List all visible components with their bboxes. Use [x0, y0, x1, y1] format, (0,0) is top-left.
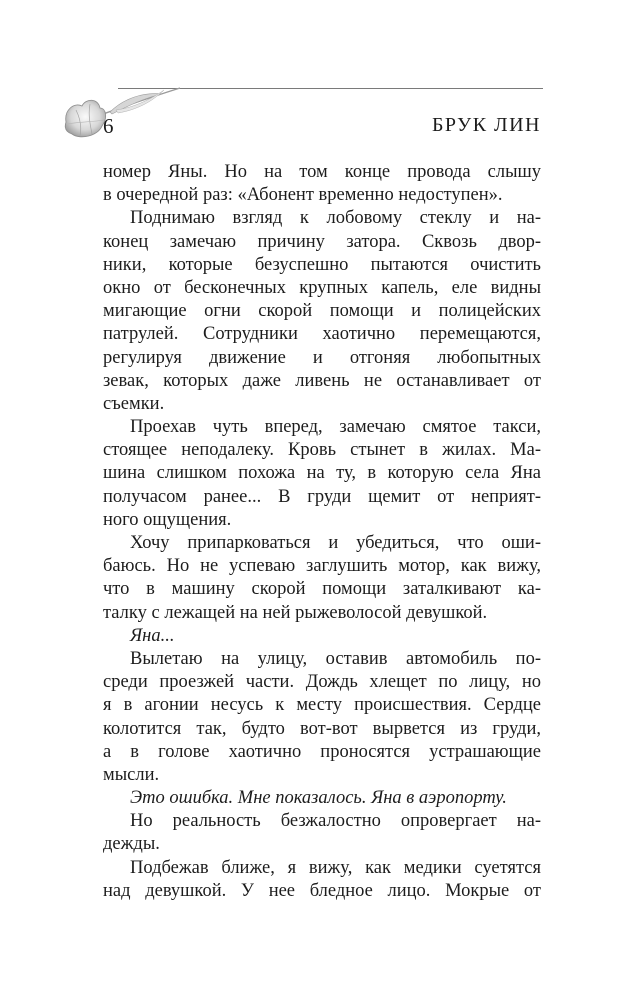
text-line: а в голове хаотично проносятся устрашающие [103, 741, 541, 762]
text-line: патрулей. Сотрудники хаотично перемещаются, [103, 324, 541, 345]
body-text [103, 161, 541, 903]
page-number: 6 [103, 114, 114, 138]
text-line: дежды. [103, 834, 160, 855]
text-line: получасом ранее... В груди щемит от неприят- [103, 486, 541, 507]
text-line: стоящее неподалеку. Кровь стынет в жилах. Ма- [103, 440, 541, 461]
text-line: окно от бесконечных крупных капель, еле видны [103, 277, 541, 298]
text-line: в очередной раз: «Абонент временно недоступен». [103, 185, 503, 206]
text-line: баюсь. Но не успеваю заглушить мотор, как вижу, [103, 556, 541, 577]
running-head-author: БРУК ЛИН [431, 114, 541, 136]
text-line: Проехав чуть вперед, замечаю смятое такси, [130, 417, 541, 438]
text-line: Подбежав ближе, я вижу, как медики суетятся [130, 857, 541, 878]
text-line: Яна... [130, 625, 175, 646]
text-line: мигающие огни скорой помощи и полицейских [103, 301, 541, 322]
text-line: среди проезжей части. Дождь хлещет по лицу, но [103, 672, 541, 693]
text-line: ники, которые безуспешно пытаются очистить [103, 254, 541, 275]
text-line: зевак, которых даже ливень не останавливает от [103, 370, 541, 391]
text-line: Но реальность безжалостно опровергает на- [130, 811, 541, 832]
text-line: я в агонии несусь к месту происшествия. Сердце [103, 695, 541, 716]
text-line: колотится так, будто вот-вот вырвется из груди, [103, 718, 541, 739]
text-line: конец замечаю причину затора. Сквозь двор- [103, 231, 541, 252]
text-line: Вылетаю на улицу, оставив автомобиль по- [130, 648, 541, 669]
text-line: Поднимаю взгляд к лобовому стеклу и на- [130, 208, 541, 229]
tulip-flower-icon [52, 82, 182, 152]
text-line: ного ощущения. [103, 509, 232, 530]
text-line: номер Яны. Но на том конце провода слышу [103, 162, 541, 182]
text-line: съемки. [103, 393, 165, 414]
text-line: что в машину скорой помощи заталкивают ка- [103, 579, 541, 600]
text-line: Это ошибка. Мне показалось. Яна в аэропорту. [130, 788, 507, 809]
text-line: шина слишком похожа на ту, в которую села Яна [103, 463, 541, 484]
text-line: Хочу припарковаться и убедиться, что оши- [130, 533, 541, 553]
text-line: мысли. [103, 764, 160, 785]
text-line: над девушкой. У нее бледное лицо. Мокрые от [103, 880, 541, 901]
text-line: талку с лежащей на ней рыжеволосой девушкой. [103, 602, 488, 623]
text-line: регулируя движение и отгоняя любопытных [103, 347, 541, 368]
